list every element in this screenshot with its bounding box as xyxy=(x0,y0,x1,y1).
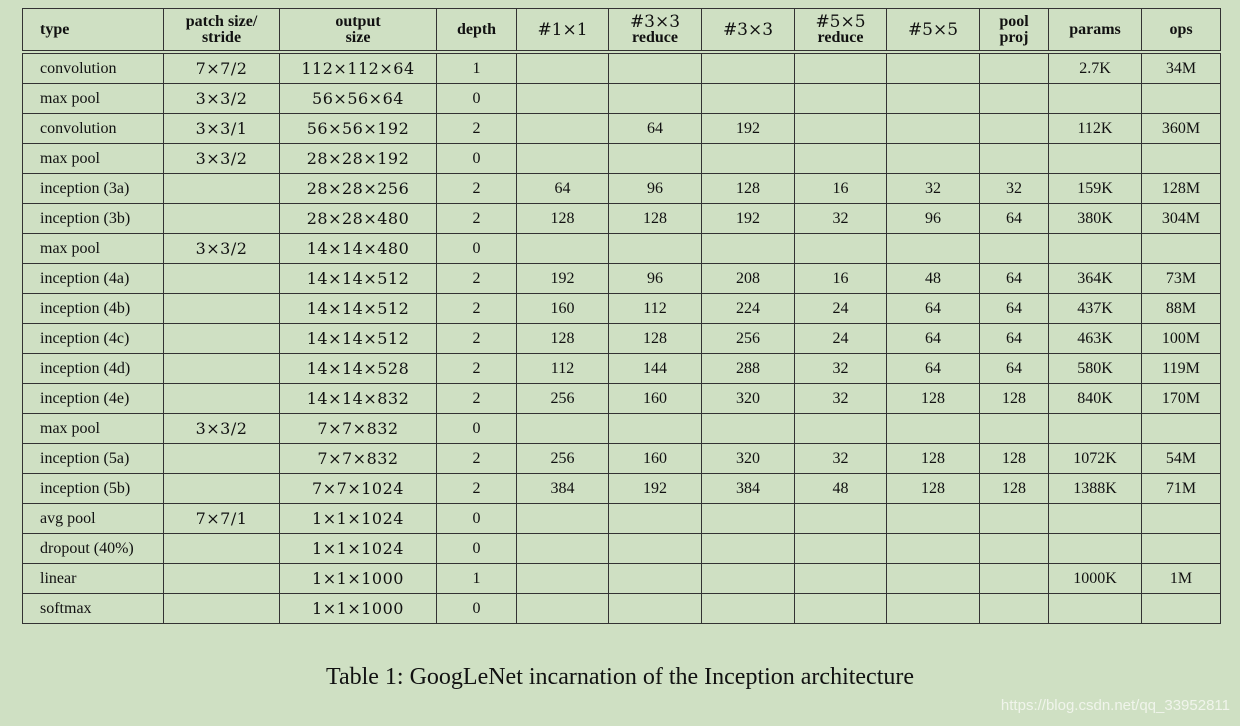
header-type: type xyxy=(23,9,164,53)
table-row xyxy=(23,444,1221,474)
cell-ops: 119M xyxy=(1142,354,1221,384)
header-3x3-reduce-line2: reduce xyxy=(632,28,678,46)
cell-params: 580K xyxy=(1049,354,1142,384)
cell-5x5-reduce xyxy=(795,52,887,84)
header-depth: depth xyxy=(437,9,517,53)
cell-1x1: 256 xyxy=(517,444,609,474)
header-row xyxy=(23,9,1221,53)
cell-ops xyxy=(1142,594,1221,624)
cell-depth: 0 xyxy=(437,84,517,114)
cell-3x3-reduce xyxy=(609,144,702,174)
cell-output-size: 1×1×1024 xyxy=(280,504,437,534)
cell-5x5-reduce: 16 xyxy=(795,264,887,294)
cell-5x5-reduce: 32 xyxy=(795,384,887,414)
table-row xyxy=(23,84,1221,114)
cell-ops xyxy=(1142,144,1221,174)
cell-1x1 xyxy=(517,564,609,594)
cell-ops xyxy=(1142,534,1221,564)
cell-pool-proj xyxy=(980,594,1049,624)
cell-pool-proj: 64 xyxy=(980,324,1049,354)
table-row xyxy=(23,114,1221,144)
cell-patch-size xyxy=(164,534,280,564)
cell-5x5 xyxy=(887,504,980,534)
header-5x5-reduce xyxy=(795,9,887,53)
cell-1x1: 128 xyxy=(517,324,609,354)
cell-1x1 xyxy=(517,414,609,444)
cell-params xyxy=(1049,234,1142,264)
cell-type: convolution xyxy=(23,114,164,144)
cell-type: inception (4e) xyxy=(23,384,164,414)
cell-3x3: 320 xyxy=(702,444,795,474)
cell-type: softmax xyxy=(23,594,164,624)
cell-5x5 xyxy=(887,114,980,144)
cell-params: 1388K xyxy=(1049,474,1142,504)
cell-output-size: 14×14×512 xyxy=(280,324,437,354)
cell-5x5-reduce: 32 xyxy=(795,444,887,474)
cell-5x5-reduce xyxy=(795,564,887,594)
cell-output-size: 14×14×512 xyxy=(280,264,437,294)
cell-ops: 34M xyxy=(1142,52,1221,84)
cell-output-size: 56×56×64 xyxy=(280,84,437,114)
header-output-line1: output xyxy=(335,12,381,30)
cell-5x5: 96 xyxy=(887,204,980,234)
cell-3x3 xyxy=(702,564,795,594)
cell-3x3: 128 xyxy=(702,174,795,204)
cell-1x1 xyxy=(517,534,609,564)
cell-params: 1072K xyxy=(1049,444,1142,474)
cell-depth: 0 xyxy=(437,144,517,174)
cell-3x3-reduce: 128 xyxy=(609,204,702,234)
cell-patch-size xyxy=(164,564,280,594)
cell-5x5: 128 xyxy=(887,474,980,504)
cell-pool-proj xyxy=(980,144,1049,174)
cell-5x5 xyxy=(887,144,980,174)
header-3x3-reduce xyxy=(609,9,702,53)
cell-params xyxy=(1049,144,1142,174)
cell-3x3-reduce: 160 xyxy=(609,384,702,414)
cell-1x1 xyxy=(517,52,609,84)
table-row xyxy=(23,204,1221,234)
cell-5x5-reduce: 16 xyxy=(795,174,887,204)
header-5x5-reduce-line1: #5×5 xyxy=(815,11,866,32)
cell-pool-proj: 32 xyxy=(980,174,1049,204)
cell-5x5 xyxy=(887,594,980,624)
cell-type: inception (3b) xyxy=(23,204,164,234)
cell-output-size: 14×14×480 xyxy=(280,234,437,264)
cell-patch-size: 3×3/2 xyxy=(164,414,280,444)
cell-5x5 xyxy=(887,534,980,564)
cell-depth: 0 xyxy=(437,414,517,444)
cell-params xyxy=(1049,534,1142,564)
cell-5x5 xyxy=(887,84,980,114)
cell-output-size: 7×7×1024 xyxy=(280,474,437,504)
table-row xyxy=(23,234,1221,264)
table-row xyxy=(23,534,1221,564)
cell-patch-size: 3×3/2 xyxy=(164,84,280,114)
cell-1x1: 256 xyxy=(517,384,609,414)
table-row xyxy=(23,354,1221,384)
table-header xyxy=(23,9,1221,53)
table-caption: Table 1: GoogLeNet incarnation of the Inception architecture xyxy=(325,664,915,690)
cell-depth: 2 xyxy=(437,384,517,414)
cell-patch-size xyxy=(164,294,280,324)
cell-type: inception (5a) xyxy=(23,444,164,474)
cell-3x3-reduce xyxy=(609,534,702,564)
header-5x5: #5×5 xyxy=(887,9,980,53)
cell-patch-size xyxy=(164,594,280,624)
cell-depth: 2 xyxy=(437,264,517,294)
cell-pool-proj: 64 xyxy=(980,294,1049,324)
cell-patch-size: 7×7/2 xyxy=(164,52,280,84)
cell-5x5: 48 xyxy=(887,264,980,294)
cell-patch-size xyxy=(164,474,280,504)
cell-ops: 304M xyxy=(1142,204,1221,234)
cell-type: inception (4a) xyxy=(23,264,164,294)
cell-3x3-reduce: 96 xyxy=(609,174,702,204)
cell-params: 159K xyxy=(1049,174,1142,204)
cell-patch-size xyxy=(164,444,280,474)
cell-ops: 54M xyxy=(1142,444,1221,474)
cell-ops xyxy=(1142,414,1221,444)
cell-3x3 xyxy=(702,594,795,624)
cell-depth: 0 xyxy=(437,504,517,534)
cell-ops: 71M xyxy=(1142,474,1221,504)
cell-1x1 xyxy=(517,114,609,144)
cell-5x5-reduce: 32 xyxy=(795,354,887,384)
cell-params: 840K xyxy=(1049,384,1142,414)
cell-ops: 360M xyxy=(1142,114,1221,144)
header-patch-line1: patch size/ xyxy=(185,12,258,30)
cell-patch-size xyxy=(164,354,280,384)
cell-1x1: 128 xyxy=(517,204,609,234)
cell-3x3-reduce xyxy=(609,52,702,84)
cell-ops xyxy=(1142,84,1221,114)
cell-type: avg pool xyxy=(23,504,164,534)
cell-3x3-reduce xyxy=(609,414,702,444)
cell-5x5-reduce xyxy=(795,114,887,144)
cell-patch-size: 3×3/2 xyxy=(164,144,280,174)
cell-depth: 2 xyxy=(437,354,517,384)
cell-5x5: 128 xyxy=(887,384,980,414)
cell-1x1 xyxy=(517,504,609,534)
cell-type: max pool xyxy=(23,414,164,444)
cell-output-size: 28×28×480 xyxy=(280,204,437,234)
cell-3x3: 192 xyxy=(702,204,795,234)
cell-output-size: 1×1×1000 xyxy=(280,564,437,594)
cell-1x1: 384 xyxy=(517,474,609,504)
table-row xyxy=(23,504,1221,534)
cell-depth: 0 xyxy=(437,534,517,564)
cell-5x5-reduce: 24 xyxy=(795,294,887,324)
cell-pool-proj xyxy=(980,114,1049,144)
cell-3x3-reduce xyxy=(609,564,702,594)
cell-ops: 100M xyxy=(1142,324,1221,354)
cell-output-size: 112×112×64 xyxy=(280,52,437,84)
cell-1x1: 192 xyxy=(517,264,609,294)
cell-params: 112K xyxy=(1049,114,1142,144)
cell-1x1 xyxy=(517,84,609,114)
cell-3x3 xyxy=(702,414,795,444)
cell-patch-size: 3×3/1 xyxy=(164,114,280,144)
cell-output-size: 1×1×1000 xyxy=(280,594,437,624)
table-row xyxy=(23,384,1221,414)
cell-3x3: 224 xyxy=(702,294,795,324)
cell-pool-proj: 128 xyxy=(980,474,1049,504)
header-patch-size xyxy=(164,9,280,53)
cell-type: convolution xyxy=(23,52,164,84)
cell-output-size: 14×14×832 xyxy=(280,384,437,414)
cell-3x3-reduce: 112 xyxy=(609,294,702,324)
cell-3x3: 320 xyxy=(702,384,795,414)
cell-1x1 xyxy=(517,144,609,174)
cell-3x3-reduce: 144 xyxy=(609,354,702,384)
cell-3x3 xyxy=(702,52,795,84)
header-pool-line1: pool xyxy=(999,12,1029,30)
cell-output-size: 28×28×192 xyxy=(280,144,437,174)
cell-patch-size xyxy=(164,174,280,204)
header-pool-proj xyxy=(980,9,1049,53)
cell-depth: 2 xyxy=(437,474,517,504)
cell-ops xyxy=(1142,234,1221,264)
cell-pool-proj: 64 xyxy=(980,264,1049,294)
cell-pool-proj xyxy=(980,52,1049,84)
cell-pool-proj: 128 xyxy=(980,444,1049,474)
cell-params: 380K xyxy=(1049,204,1142,234)
cell-5x5 xyxy=(887,414,980,444)
table-row xyxy=(23,52,1221,84)
cell-params xyxy=(1049,84,1142,114)
cell-type: linear xyxy=(23,564,164,594)
cell-pool-proj xyxy=(980,84,1049,114)
cell-1x1 xyxy=(517,594,609,624)
cell-3x3 xyxy=(702,534,795,564)
cell-3x3-reduce: 96 xyxy=(609,264,702,294)
cell-patch-size xyxy=(164,384,280,414)
header-5x5-reduce-line2: reduce xyxy=(817,28,864,46)
cell-5x5 xyxy=(887,234,980,264)
cell-depth: 2 xyxy=(437,444,517,474)
header-3x3-reduce-line1: #3×3 xyxy=(629,11,681,32)
cell-3x3: 208 xyxy=(702,264,795,294)
header-3x3: #3×3 xyxy=(702,9,795,53)
cell-type: max pool xyxy=(23,144,164,174)
cell-3x3-reduce xyxy=(609,594,702,624)
cell-5x5: 64 xyxy=(887,354,980,384)
cell-3x3 xyxy=(702,504,795,534)
header-ops: ops xyxy=(1142,9,1221,53)
cell-type: inception (4b) xyxy=(23,294,164,324)
cell-3x3: 288 xyxy=(702,354,795,384)
cell-5x5-reduce xyxy=(795,534,887,564)
cell-ops: 1M xyxy=(1142,564,1221,594)
cell-depth: 2 xyxy=(437,114,517,144)
cell-depth: 0 xyxy=(437,594,517,624)
cell-params xyxy=(1049,414,1142,444)
cell-3x3 xyxy=(702,144,795,174)
cell-5x5-reduce xyxy=(795,84,887,114)
watermark: https://blog.csdn.net/qq_33952811 xyxy=(1000,697,1230,714)
cell-depth: 2 xyxy=(437,174,517,204)
cell-params: 463K xyxy=(1049,324,1142,354)
cell-params: 364K xyxy=(1049,264,1142,294)
table-row xyxy=(23,564,1221,594)
cell-type: inception (3a) xyxy=(23,174,164,204)
cell-5x5-reduce xyxy=(795,504,887,534)
cell-pool-proj xyxy=(980,504,1049,534)
cell-patch-size: 3×3/2 xyxy=(164,234,280,264)
cell-output-size: 1×1×1024 xyxy=(280,534,437,564)
cell-ops: 88M xyxy=(1142,294,1221,324)
cell-type: max pool xyxy=(23,84,164,114)
cell-type: max pool xyxy=(23,234,164,264)
cell-5x5-reduce: 48 xyxy=(795,474,887,504)
cell-5x5-reduce xyxy=(795,144,887,174)
cell-depth: 1 xyxy=(437,564,517,594)
cell-3x3-reduce: 192 xyxy=(609,474,702,504)
cell-patch-size xyxy=(164,264,280,294)
cell-depth: 2 xyxy=(437,294,517,324)
table-row xyxy=(23,294,1221,324)
cell-1x1: 160 xyxy=(517,294,609,324)
cell-5x5 xyxy=(887,564,980,594)
cell-3x3: 256 xyxy=(702,324,795,354)
cell-output-size: 14×14×528 xyxy=(280,354,437,384)
cell-1x1 xyxy=(517,234,609,264)
table-body xyxy=(23,52,1221,624)
cell-3x3-reduce: 64 xyxy=(609,114,702,144)
cell-output-size: 7×7×832 xyxy=(280,444,437,474)
header-output-size xyxy=(280,9,437,53)
table-row xyxy=(23,324,1221,354)
cell-patch-size xyxy=(164,324,280,354)
cell-type: inception (5b) xyxy=(23,474,164,504)
table-row xyxy=(23,174,1221,204)
cell-pool-proj xyxy=(980,534,1049,564)
cell-5x5: 128 xyxy=(887,444,980,474)
cell-output-size: 7×7×832 xyxy=(280,414,437,444)
header-pool-line2: proj xyxy=(999,28,1029,46)
cell-5x5 xyxy=(887,52,980,84)
header-patch-line2: stride xyxy=(201,28,242,46)
cell-pool-proj: 128 xyxy=(980,384,1049,414)
architecture-table xyxy=(22,8,1221,624)
cell-3x3: 192 xyxy=(702,114,795,144)
cell-ops: 73M xyxy=(1142,264,1221,294)
cell-depth: 2 xyxy=(437,324,517,354)
cell-3x3-reduce: 160 xyxy=(609,444,702,474)
cell-depth: 0 xyxy=(437,234,517,264)
cell-pool-proj: 64 xyxy=(980,354,1049,384)
cell-5x5-reduce: 32 xyxy=(795,204,887,234)
cell-1x1: 112 xyxy=(517,354,609,384)
cell-type: inception (4d) xyxy=(23,354,164,384)
cell-pool-proj xyxy=(980,564,1049,594)
cell-type: dropout (40%) xyxy=(23,534,164,564)
header-output-line2: size xyxy=(345,28,371,46)
cell-5x5: 32 xyxy=(887,174,980,204)
table-row xyxy=(23,414,1221,444)
cell-5x5-reduce xyxy=(795,594,887,624)
cell-ops xyxy=(1142,504,1221,534)
cell-depth: 2 xyxy=(437,204,517,234)
cell-params: 437K xyxy=(1049,294,1142,324)
table-row xyxy=(23,144,1221,174)
cell-output-size: 56×56×192 xyxy=(280,114,437,144)
cell-params xyxy=(1049,504,1142,534)
cell-3x3-reduce xyxy=(609,504,702,534)
cell-params: 1000K xyxy=(1049,564,1142,594)
cell-5x5-reduce xyxy=(795,414,887,444)
cell-ops: 170M xyxy=(1142,384,1221,414)
cell-pool-proj xyxy=(980,414,1049,444)
header-params: params xyxy=(1049,9,1142,53)
cell-params: 2.7K xyxy=(1049,52,1142,84)
cell-5x5: 64 xyxy=(887,294,980,324)
cell-3x3-reduce: 128 xyxy=(609,324,702,354)
cell-3x3 xyxy=(702,234,795,264)
cell-5x5-reduce: 24 xyxy=(795,324,887,354)
cell-params xyxy=(1049,594,1142,624)
cell-5x5: 64 xyxy=(887,324,980,354)
cell-3x3 xyxy=(702,84,795,114)
cell-3x3-reduce xyxy=(609,234,702,264)
table-row xyxy=(23,264,1221,294)
cell-output-size: 14×14×512 xyxy=(280,294,437,324)
cell-depth: 1 xyxy=(437,52,517,84)
cell-5x5-reduce xyxy=(795,234,887,264)
cell-ops: 128M xyxy=(1142,174,1221,204)
cell-patch-size: 7×7/1 xyxy=(164,504,280,534)
table-row xyxy=(23,594,1221,624)
cell-pool-proj: 64 xyxy=(980,204,1049,234)
table-row xyxy=(23,474,1221,504)
cell-pool-proj xyxy=(980,234,1049,264)
cell-output-size: 28×28×256 xyxy=(280,174,437,204)
cell-type: inception (4c) xyxy=(23,324,164,354)
header-1x1: #1×1 xyxy=(517,9,609,53)
cell-patch-size xyxy=(164,204,280,234)
cell-3x3-reduce xyxy=(609,84,702,114)
cell-1x1: 64 xyxy=(517,174,609,204)
cell-3x3: 384 xyxy=(702,474,795,504)
